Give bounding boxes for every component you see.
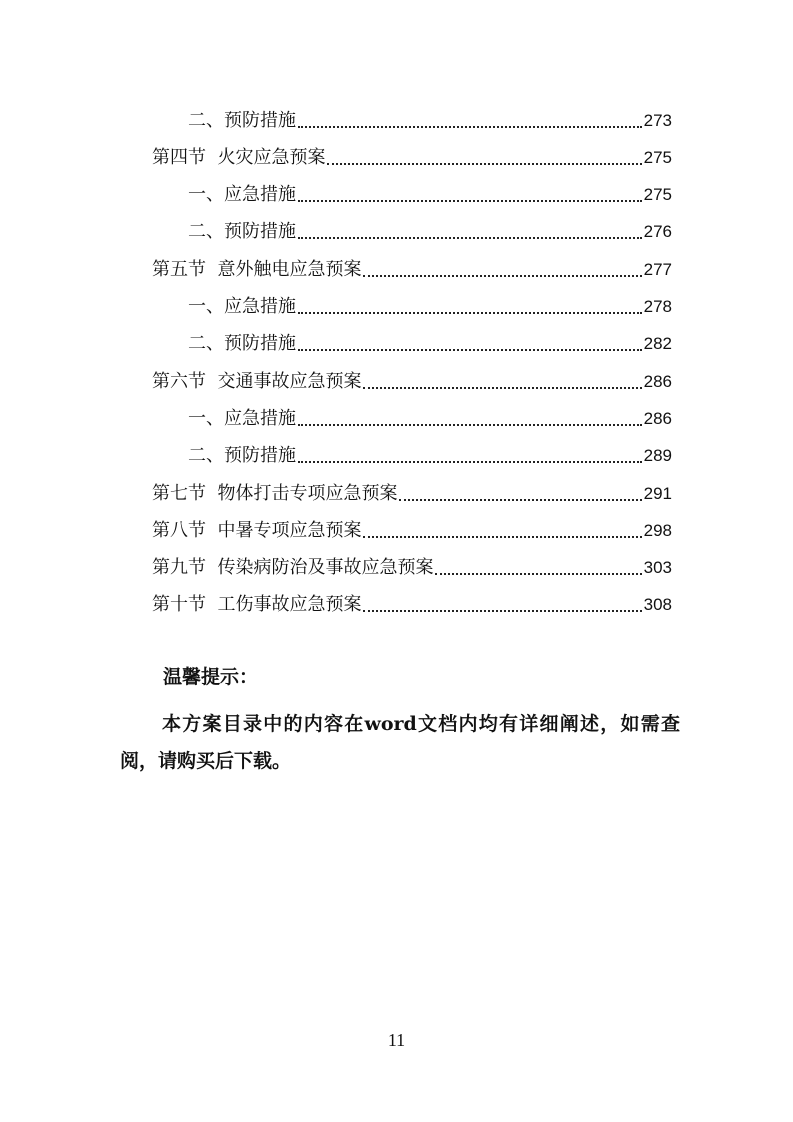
- toc-entry-page: 273: [643, 111, 672, 130]
- toc-entry-page: 298: [643, 521, 672, 540]
- toc-entry[interactable]: [188, 330, 672, 356]
- toc-entry[interactable]: [152, 144, 672, 170]
- toc-entry-page: 275: [643, 148, 672, 167]
- toc-entry-title: 第六节 交通事故应急预案: [152, 371, 362, 392]
- toc-leader-dots: [363, 535, 641, 538]
- toc-leader-dots: [298, 311, 642, 314]
- toc-leader-dots: [363, 274, 641, 277]
- toc-entry[interactable]: [188, 442, 672, 468]
- toc-leader-dots: [298, 348, 642, 351]
- toc-entry-page: 277: [643, 260, 672, 279]
- toc-entry[interactable]: [152, 256, 672, 282]
- toc-entry[interactable]: [152, 554, 672, 580]
- toc-leader-dots: [298, 423, 642, 426]
- toc-entry-title: 一、应急措施: [188, 184, 296, 205]
- toc-leader-dots: [298, 460, 642, 463]
- toc-entry-title: 第五节 意外触电应急预案: [152, 259, 362, 280]
- toc-leader-dots: [327, 162, 641, 165]
- toc-entry[interactable]: [188, 218, 672, 244]
- toc-leader-dots: [363, 609, 641, 612]
- toc-entry[interactable]: [188, 293, 672, 319]
- toc-entry[interactable]: [152, 480, 672, 506]
- toc-entry[interactable]: [188, 405, 672, 431]
- toc-leader-dots: [399, 498, 641, 501]
- toc-entry-page: 286: [643, 372, 672, 391]
- notice-heading: 温馨提示：: [163, 666, 259, 688]
- toc-entry-page: 303: [643, 558, 672, 577]
- toc-leader-dots: [435, 572, 641, 575]
- toc-entry[interactable]: [152, 368, 672, 394]
- toc-entry[interactable]: [152, 591, 672, 617]
- toc-leader-dots: [363, 386, 641, 389]
- toc-entry-title: 第四节 火灾应急预案: [152, 147, 326, 168]
- toc-entry-title: 第九节 传染病防治及事故应急预案: [152, 557, 434, 578]
- toc-leader-dots: [298, 236, 642, 239]
- toc-entry-title: 第十节 工伤事故应急预案: [152, 594, 362, 615]
- toc-leader-dots: [298, 199, 642, 202]
- page-number: 11: [387, 1030, 406, 1050]
- toc-entry[interactable]: [152, 517, 672, 543]
- toc-entry-title: 二、预防措施: [188, 333, 296, 354]
- toc-entry-title: 一、应急措施: [188, 408, 296, 429]
- toc-entry-page: 276: [643, 222, 672, 241]
- notice-body: 本方案目录中的内容在word文档内均有详细阐述，如需查阅，请购买后下载。: [120, 713, 680, 772]
- toc-entry-page: 275: [643, 185, 672, 204]
- toc-entry-title: 第七节 物体打击专项应急预案: [152, 483, 398, 504]
- toc-leader-dots: [298, 125, 642, 128]
- toc-entry-title: 二、预防措施: [188, 221, 296, 242]
- toc-entry-page: 282: [643, 334, 672, 353]
- toc-entry-title: 一、应急措施: [188, 296, 296, 317]
- toc-entry[interactable]: [188, 181, 672, 207]
- toc-entry-page: 308: [643, 595, 672, 614]
- toc-entry-page: 278: [643, 297, 672, 316]
- toc-entry-title: 第八节 中暑专项应急预案: [152, 520, 362, 541]
- toc-entry-page: 289: [643, 446, 672, 465]
- toc-entry-title: 二、预防措施: [188, 445, 296, 466]
- toc-entry-title: 二、预防措施: [188, 110, 296, 131]
- toc-entry-page: 286: [643, 409, 672, 428]
- toc-entry[interactable]: [188, 107, 672, 133]
- toc-entry-page: 291: [643, 484, 672, 503]
